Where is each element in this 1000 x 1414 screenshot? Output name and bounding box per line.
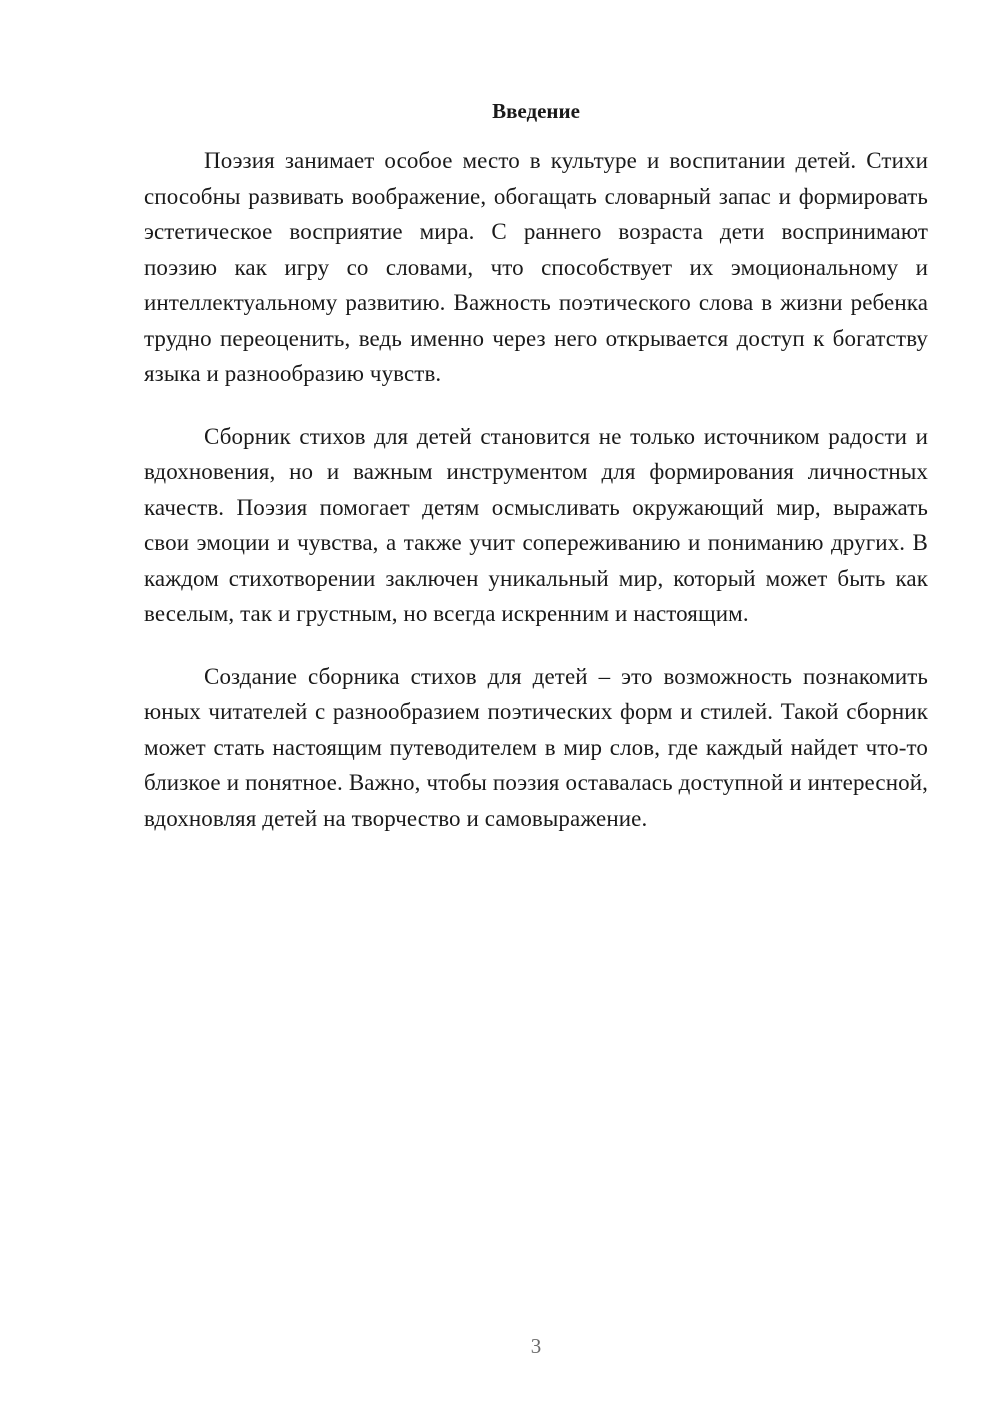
- section-heading: Введение: [492, 99, 580, 123]
- paragraph-1: Поэзия занимает особое место в культуре и воспитании детей. Стихи способны развивать воображение, обогащать словарный запас и формировать эстетическое восприятие мира. С раннего возраста дети воспринимают поэзию как игру со словами, что способствует их эмоциональному и интеллектуальному развитию. Важность поэтического слова в жизни ребенка трудно переоценить, ведь именно через него открывается доступ к богатству языка и разнообразию чувств.: [144, 148, 928, 386]
- paragraph-3: Создание сборника стихов для детей – это возможность познакомить юных читателей с разнообразием поэтических форм и стилей. Такой сборник может стать настоящим путеводителем в мир слов, где каждый найдет что-то близкое и понятное. Важно, чтобы поэзия оставалась доступной и интересной, вдохновляя детей на творчество и самовыражение.: [144, 663, 928, 831]
- body-text: [144, 143, 928, 863]
- paragraph-2: Сборник стихов для детей становится не только источником радости и вдохновения, но и важным инструментом для формирования личностных качеств. Поэзия помогает детям осмысливать окружающий мир, выражать свои эмоции и чувства, а также учит сопереживанию и пониманию других. В каждом стихотворении заключен уникальный мир, который может быть как веселым, так и грустным, но всегда искренним и настоящим.: [144, 423, 928, 626]
- page-number: 3: [530, 1334, 542, 1358]
